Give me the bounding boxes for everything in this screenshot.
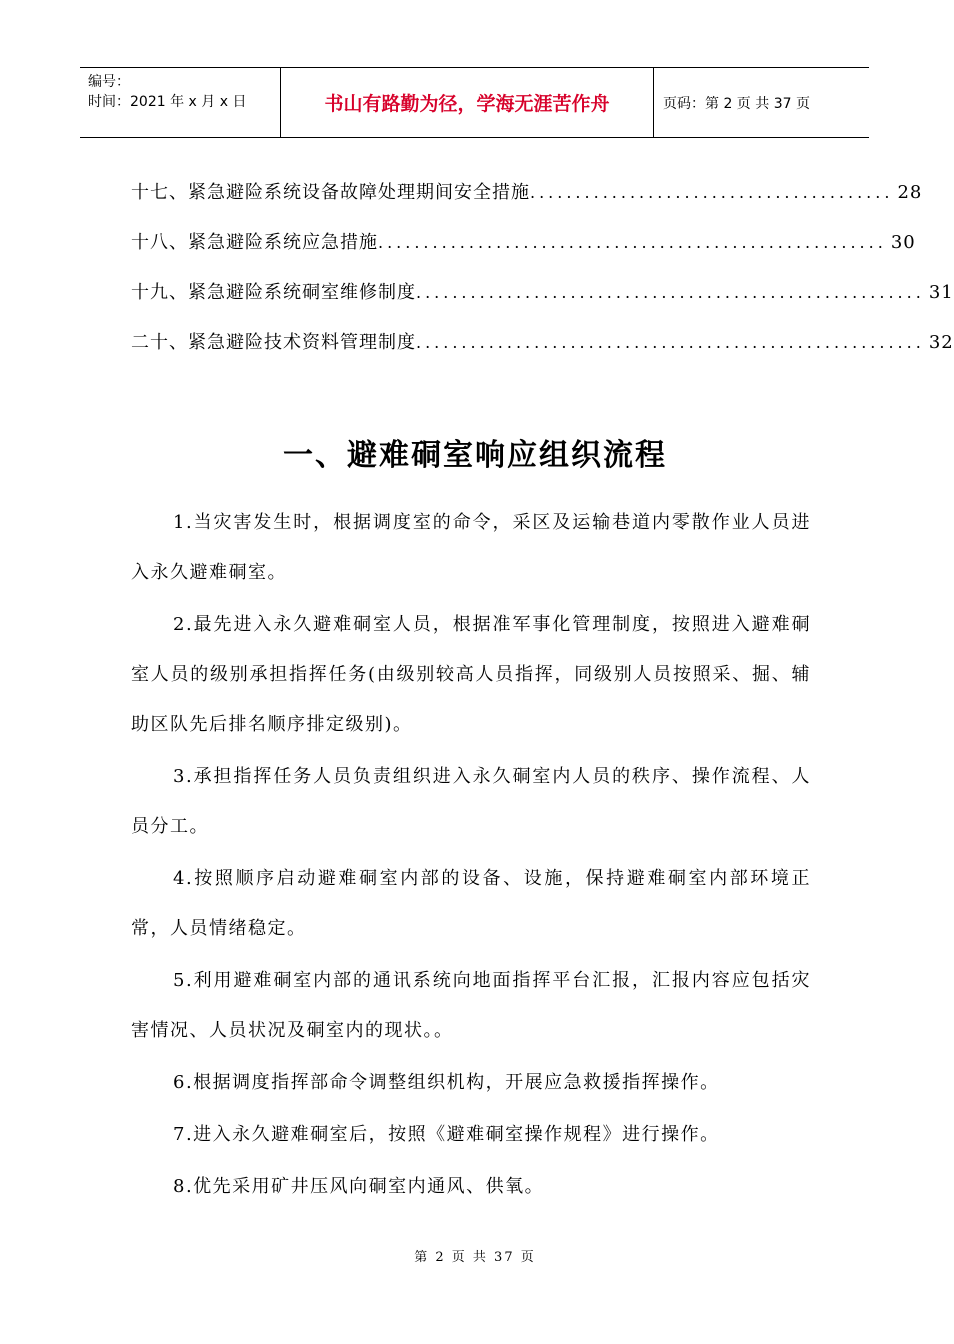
paragraph: 5.利用避难硐室内部的通讯系统向地面指挥平台汇报，汇报内容应包括灾害情况、人员状况及硐室内的现状。。 — [131, 970, 811, 1041]
header-divider — [653, 68, 654, 137]
toc-page: 28 — [897, 182, 923, 203]
toc-title: 二十、紧急避险技术资料管理制度 — [131, 332, 416, 353]
page-info: 页码：第 2 页 共 37 页 — [663, 95, 810, 112]
section-title: 一、避难硐室响应组织流程 — [283, 438, 667, 473]
time-label: 时间：2021 年 x 月 x 日 — [88, 94, 247, 110]
toc-page: 32 — [928, 332, 954, 353]
header-left-cell — [88, 72, 246, 112]
toc-title: 十九、紧急避险系统硐室维修制度 — [131, 282, 416, 303]
toc-leader: ........................................................ — [378, 233, 887, 252]
toc-leader: ........................................................ — [416, 283, 925, 302]
paragraph: 7.进入永久避难硐室后，按照《避难硐室操作规程》进行操作。 — [173, 1124, 720, 1145]
toc-page: 31 — [928, 282, 954, 303]
toc-leader: ........................................ — [530, 183, 894, 202]
paragraph: 2.最先进入永久避难硐室人员，根据准军事化管理制度，按照进入避难硐室人员的级别承担指挥任务(由级别较高人员指挥，同级别人员按照采、掘、辅助区队先后排名顺序排定级别)。 — [131, 614, 811, 735]
number-label: 编号： — [88, 74, 130, 90]
toc-entry[interactable] — [131, 328, 954, 378]
paragraph: 4.按照顺序启动避难硐室内部的设备、设施，保持避难硐室内部环境正常，人员情绪稳定。 — [131, 868, 811, 939]
paragraph: 8.优先采用矿井压风向硐室内通风、供氧。 — [173, 1176, 545, 1197]
body-text — [131, 498, 811, 1214]
toc-entry[interactable] — [131, 228, 916, 278]
paragraph: 6.根据调度指挥部命令调整组织机构，开展应急救援指挥操作。 — [173, 1072, 720, 1093]
header-table — [80, 67, 869, 138]
toc-title: 十八、紧急避险系统应急措施 — [131, 232, 378, 253]
toc-entry[interactable] — [131, 178, 923, 228]
toc-entry[interactable] — [131, 278, 954, 328]
page-footer: 第 2 页 共 37 页 — [414, 1250, 536, 1265]
toc-page: 30 — [890, 232, 916, 253]
paragraph: 1.当灾害发生时，根据调度室的命令，采区及运输巷道内零散作业人员进入永久避难硐室。 — [131, 512, 811, 583]
toc-leader: ........................................................ — [416, 333, 925, 352]
motto: 书山有路勤为径，学海无涯苦作舟 — [324, 93, 610, 115]
table-of-contents — [131, 178, 954, 378]
paragraph: 3.承担指挥任务人员负责组织进入永久硐室内人员的秩序、操作流程、人员分工。 — [131, 766, 811, 837]
toc-title: 十七、紧急避险系统设备故障处理期间安全措施 — [131, 182, 530, 203]
